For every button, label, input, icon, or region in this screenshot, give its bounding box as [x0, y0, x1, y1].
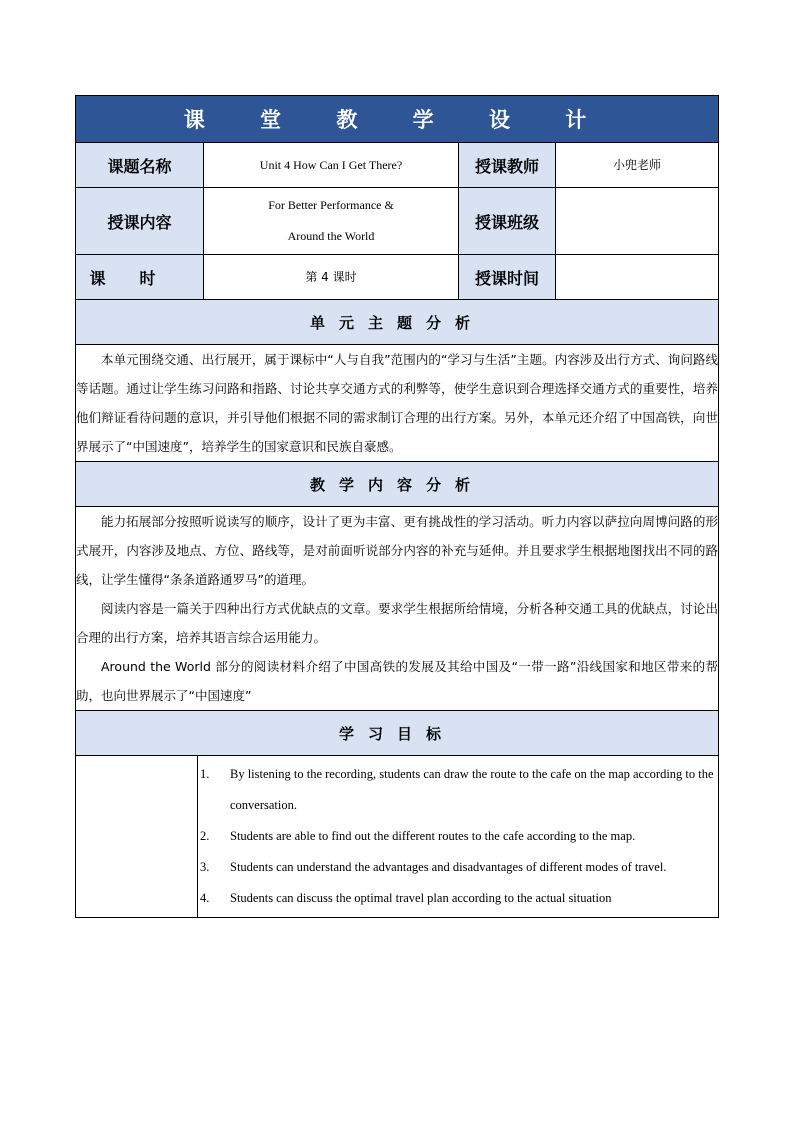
topic-label: 课题名称	[76, 143, 204, 188]
objective-text: By listening to the recording, students can draw the route to the cafe on the map according to the conversation.	[230, 767, 714, 812]
class-value	[556, 188, 719, 255]
time-value	[556, 255, 719, 300]
unit-theme-heading: 单元主题分析	[76, 300, 719, 345]
teaching-content-paragraph: 阅读内容是一篇关于四种出行方式优缺点的文章。要求学生根据所给情境，分析各种交通工具的优缺点，讨论出合理的出行方案，培养其语言综合运用能力。	[76, 601, 718, 645]
objective-text: Students can discuss the optimal travel plan according to the actual situation	[230, 891, 612, 905]
content-label: 授课内容	[76, 188, 204, 255]
objectives-list-cell	[198, 756, 719, 918]
teacher-label: 授课教师	[459, 143, 556, 188]
content-value-line2: Around the World	[287, 229, 375, 243]
teaching-content-paragraph: Around the World 部分的阅读材料介绍了中国高铁的发展及其给中国及“一带一路”沿线国家和地区带来的帮助，也向世界展示了“中国速度”	[76, 659, 718, 703]
topic-value: Unit 4 How Can I Get There?	[204, 143, 459, 188]
objective-item	[198, 852, 718, 883]
lesson-plan-table	[75, 95, 719, 756]
objectives-list	[198, 756, 718, 917]
objective-number: 3.	[200, 860, 210, 874]
teaching-content-paragraph: 能力拓展部分按照听说读写的顺序，设计了更为丰富、更有挑战性的学习活动。听力内容以萨拉向周博问路的形式展开，内容涉及地点、方位、路线等，是对前面听说部分内容的补充与延伸。并且要求学生根据地图找出不同的路线，让学生懂得“条条道路通罗马”的道理。	[76, 514, 718, 587]
objective-item	[198, 883, 718, 914]
objective-text: Students are able to find out the different routes to the cafe according to the map.	[230, 829, 636, 843]
objectives-heading: 学习目标	[76, 711, 719, 756]
objective-number: 2.	[200, 829, 210, 843]
document-title: 课 堂 教 学 设 计	[76, 96, 719, 143]
unit-theme-paragraph: 本单元围绕交通、出行展开，属于课标中“人与自我”范围内的“学习与生活”主题。内容涉及出行方式、询问路线等话题。通过让学生练习问路和指路、讨论共享交通方式的利弊等，使学生意识到合理选择交通方式的重要性，培养他们辩证看待问题的意识，并引导他们根据不同的需求制订合理的出行方案。另外，本单元还介绍了中国高铁，向世界展示了“中国速度”，培养学生的国家意识和民族自豪感。	[76, 352, 718, 454]
teaching-content-heading: 教学内容分析	[76, 462, 719, 507]
teaching-content-body	[76, 507, 719, 711]
objective-item	[198, 821, 718, 852]
objective-number: 4.	[200, 891, 210, 905]
class-label: 授课班级	[459, 188, 556, 255]
content-value	[204, 188, 459, 255]
objectives-left-cell	[76, 756, 198, 918]
objective-item	[198, 759, 718, 821]
objective-number: 1.	[200, 767, 210, 781]
objective-text: Students can understand the advantages and disadvantages of different modes of travel.	[230, 860, 667, 874]
period-label: 课时	[76, 255, 204, 300]
teacher-value: 小兜老师	[556, 143, 719, 188]
objectives-table	[75, 756, 719, 918]
period-value: 第 4 课时	[204, 255, 459, 300]
content-value-line1: For Better Performance &	[268, 198, 394, 212]
unit-theme-body	[76, 345, 719, 462]
time-label: 授课时间	[459, 255, 556, 300]
lesson-plan-document	[75, 95, 718, 918]
